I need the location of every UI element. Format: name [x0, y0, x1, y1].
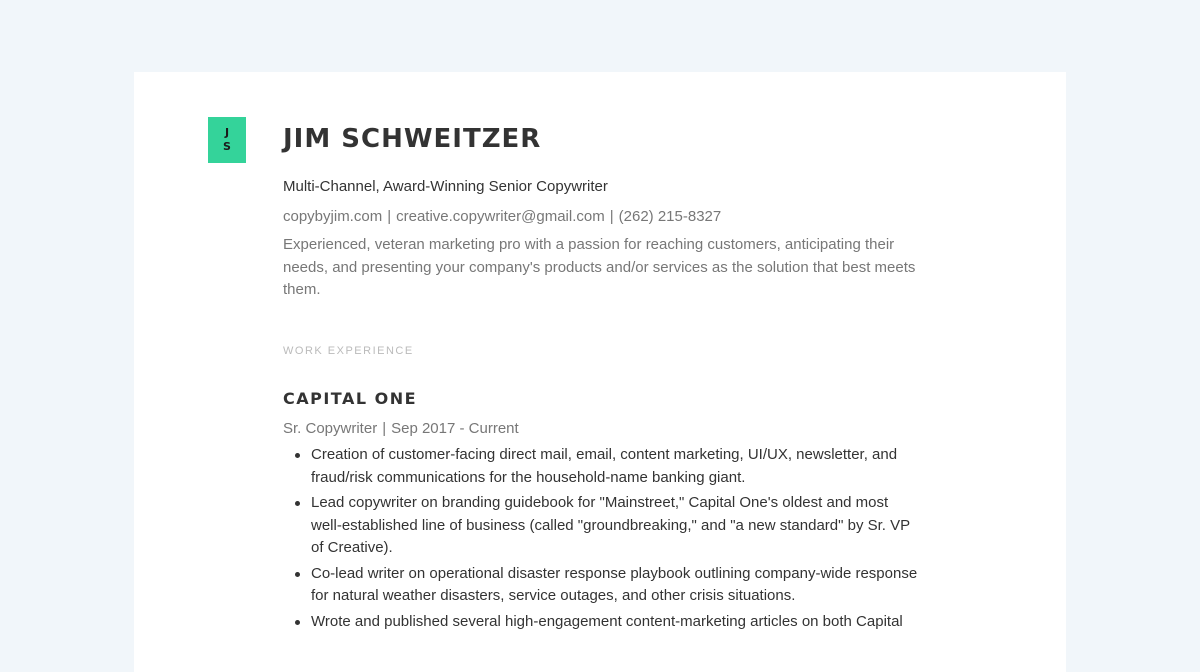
monogram-last-initial: S	[223, 140, 231, 153]
candidate-headline: Multi-Channel, Award-Winning Senior Copywriter	[283, 178, 608, 195]
job-bullet-text: Lead copywriter on branding guidebook for "Mainstreet," Capital One's oldest and most well-established line of business (called "groundbreaking," and "a new standard" by Sr. VP of Creative).	[311, 494, 910, 556]
job-dates: Sep 2017 - Current	[391, 420, 519, 437]
contact-phone[interactable]: (262) 215-8327	[618, 208, 722, 225]
role-separator: |	[382, 420, 387, 437]
job-bullet	[283, 444, 923, 489]
contact-website[interactable]: copybyjim.com	[283, 208, 383, 225]
job-title: Sr. Copywriter	[283, 420, 378, 437]
bullet-dot-icon	[295, 620, 300, 625]
job-bullet-text: Wrote and published several high-engagement content-marketing articles on both Capital	[311, 612, 903, 630]
bullet-dot-icon	[295, 572, 300, 577]
job-role-line	[283, 420, 519, 437]
bullet-dot-icon	[295, 501, 300, 506]
section-heading-work-experience: WORK EXPERIENCE	[283, 345, 414, 357]
job-bullet	[283, 563, 923, 608]
job-bullet-list	[283, 444, 923, 636]
contact-separator: |	[609, 208, 614, 225]
job-bullet-text: Co-lead writer on operational disaster response playbook outlining company-wide response for natural weather disasters, service outages, and other crisis situations.	[311, 564, 918, 604]
job-company: CAPITAL ONE	[283, 389, 418, 408]
bullet-dot-icon	[295, 453, 300, 458]
contact-separator: |	[387, 208, 392, 225]
monogram-first-initial: J	[224, 126, 230, 139]
candidate-name: JIM SCHWEITZER	[283, 124, 542, 154]
job-bullet-text: Creation of customer-facing direct mail, email, content marketing, UI/UX, newsletter, and fraud/risk communications for the household-name banking giant.	[311, 446, 898, 486]
job-bullet	[283, 492, 923, 560]
monogram-badge	[208, 117, 246, 163]
summary-paragraph: Experienced, veteran marketing pro with a passion for reaching customers, anticipating their needs, and presenting your company's products and/or services as the solution that best meets them.	[283, 236, 916, 298]
contact-line	[283, 208, 721, 225]
resume-page	[134, 72, 1066, 672]
contact-email[interactable]: creative.copywriter@gmail.com	[396, 208, 605, 225]
